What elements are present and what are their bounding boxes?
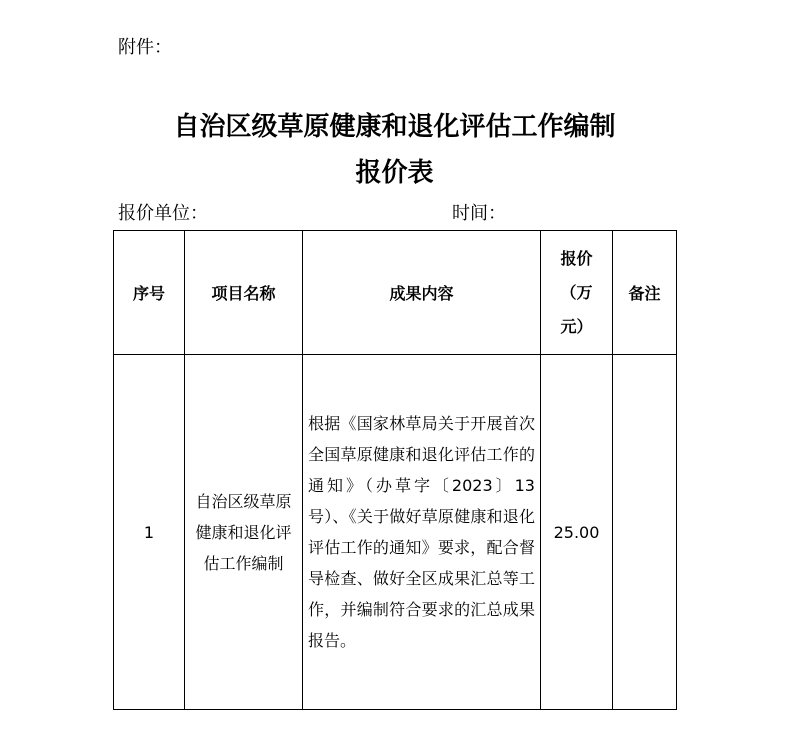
table-row bbox=[114, 355, 677, 710]
quote-table bbox=[113, 230, 677, 710]
header-remarks: 备注 bbox=[613, 231, 677, 355]
header-content: 成果内容 bbox=[303, 231, 541, 355]
header-seq: 序号 bbox=[114, 231, 185, 355]
cell-price: 25.00 bbox=[541, 355, 613, 710]
quote-unit-label: 报价单位： bbox=[118, 203, 208, 224]
table-header-row bbox=[114, 231, 677, 355]
attachment-label: 附件： bbox=[118, 37, 172, 58]
cell-project-name: 自治区级草原健康和退化评估工作编制 bbox=[185, 355, 303, 710]
time-label: 时间： bbox=[452, 203, 506, 224]
header-price bbox=[541, 231, 613, 355]
cell-seq: 1 bbox=[114, 355, 185, 710]
header-project-name: 项目名称 bbox=[185, 231, 303, 355]
header-price-line1: 报价 bbox=[560, 248, 593, 268]
header-price-line3: 元） bbox=[560, 316, 593, 336]
document-title: 自治区级草原健康和退化评估工作编制 bbox=[173, 112, 616, 142]
cell-content: 根据《国家林草局关于开展首次全国草原健康和退化评估工作的通知》（办草字〔2023〕13号）、《关于做好草原健康和退化评估工作的通知》要求，配合督导检查、做好全区成果汇总等工作，并编制符合要求的汇总成果报告。 bbox=[303, 355, 541, 710]
document-subtitle: 报价表 bbox=[355, 158, 434, 188]
header-price-line2: （万 bbox=[560, 282, 593, 302]
cell-remarks bbox=[613, 355, 677, 710]
